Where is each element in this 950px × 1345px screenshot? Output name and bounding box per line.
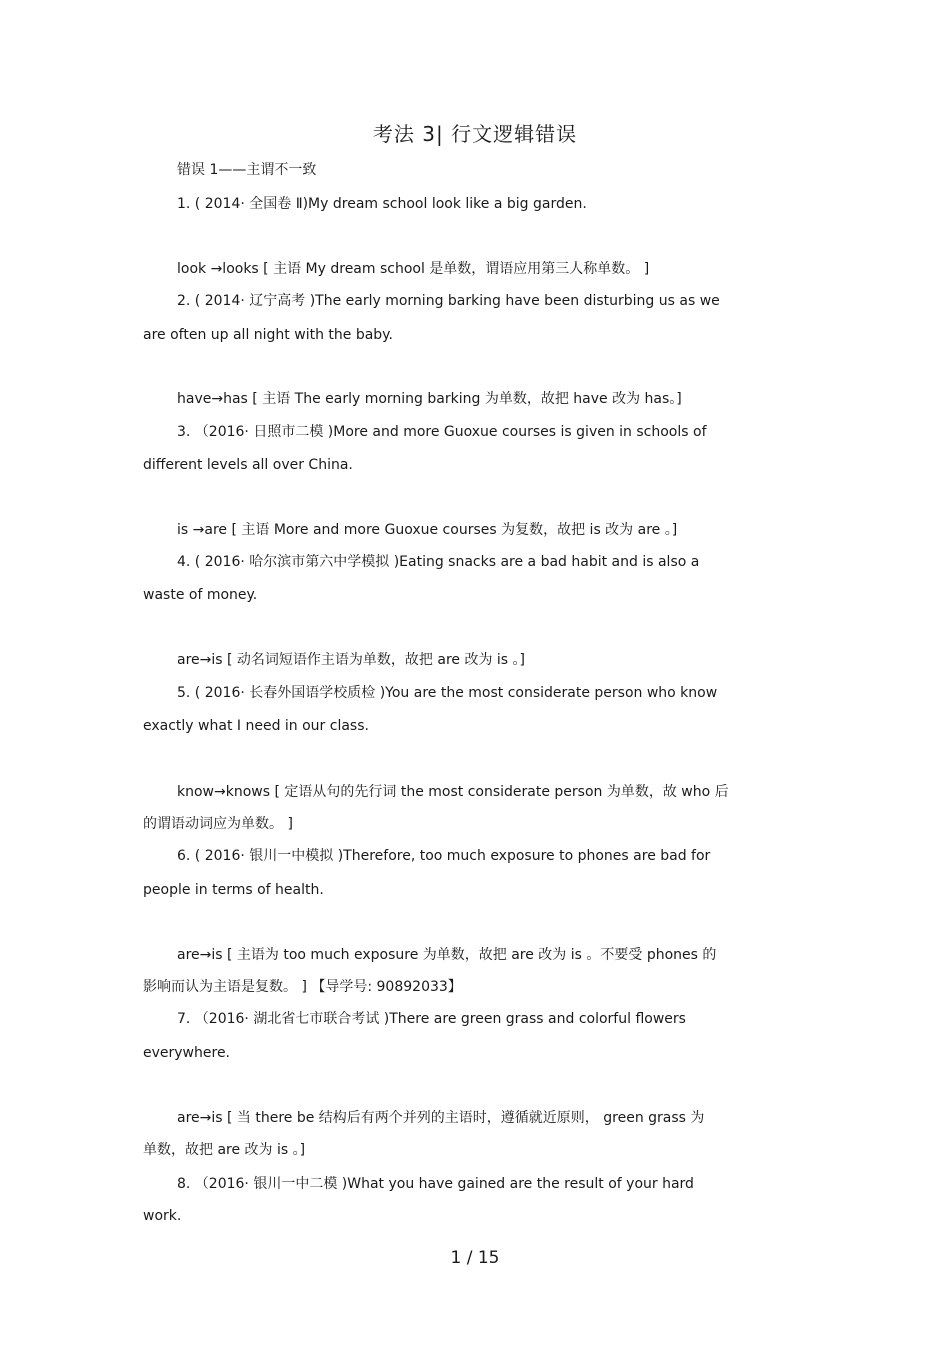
question-2-line-2: are often up all night with the baby. [143, 327, 393, 343]
question-3-line-2: different levels all over China. [143, 457, 353, 473]
answer-7-line-1: are→is [ 当 there be 结构后有两个并列的主语时，遵循就近原则， green grass 为 [177, 1110, 705, 1126]
question-6-line-2: people in terms of health. [143, 882, 324, 898]
question-2-line-1: 2. ( 2014· 辽宁高考 )The early morning barking have been disturbing us as we [177, 293, 720, 309]
question-7-line-1: 7. （2016· 湖北省七市联合考试 )There are green grass and colorful flowers [177, 1011, 686, 1027]
question-7-line-2: everywhere. [143, 1045, 231, 1061]
question-1-line-1: 1. ( 2014· 全国卷 Ⅱ)My dream school look like a big garden. [177, 196, 587, 212]
answer-2-line-1: have→has [ 主语 The early morning barking 为单数，故把 have 改为 has。] [177, 391, 682, 407]
question-5-line-2: exactly what I need in our class. [143, 718, 369, 734]
question-6-line-1: 6. ( 2016· 银川一中模拟 )Therefore, too much exposure to phones are bad for [177, 848, 711, 864]
page-number: 1 / 15 [450, 1248, 500, 1268]
question-8-line-2: work. [143, 1208, 182, 1224]
section-heading: 错误 1——主谓不一致 [177, 162, 317, 178]
answer-5-line-2: 的谓语动词应为单数。 ] [143, 816, 293, 832]
answer-4-line-1: are→is [ 动名词短语作主语为单数，故把 are 改为 is 。] [177, 652, 526, 668]
question-4-line-1: 4. ( 2016· 哈尔滨市第六中学模拟 )Eating snacks are a bad habit and is also a [177, 554, 700, 570]
answer-6-line-2: 影响而认为主语是复数。 ] 【导学号: 90892033】 [143, 979, 462, 995]
question-4-line-2: waste of money. [143, 587, 258, 603]
page-title: 考法 3| 行文逻辑错误 [372, 122, 578, 146]
question-5-line-1: 5. ( 2016· 长春外国语学校质检 )You are the most considerate person who know [177, 685, 718, 701]
answer-3-line-1: is →are [ 主语 More and more Guoxue courses 为复数，故把 is 改为 are 。] [177, 522, 678, 538]
answer-7-line-2: 单数，故把 are 改为 is 。] [143, 1142, 306, 1158]
answer-6-line-1: are→is [ 主语为 too much exposure 为单数，故把 are 改为 is 。不要受 phones 的 [177, 947, 717, 963]
question-8-line-1: 8. （2016· 银川一中二模 )What you have gained are the result of your hard [177, 1176, 694, 1192]
answer-5-line-1: know→knows [ 定语从句的先行词 the most considerate person 为单数，故 who 后 [177, 784, 729, 800]
answer-1-line-1: look →looks [ 主语 My dream school 是单数，谓语应用第三人称单数。 ] [177, 261, 650, 277]
question-3-line-1: 3. （2016· 日照市二模 )More and more Guoxue courses is given in schools of [177, 424, 707, 440]
